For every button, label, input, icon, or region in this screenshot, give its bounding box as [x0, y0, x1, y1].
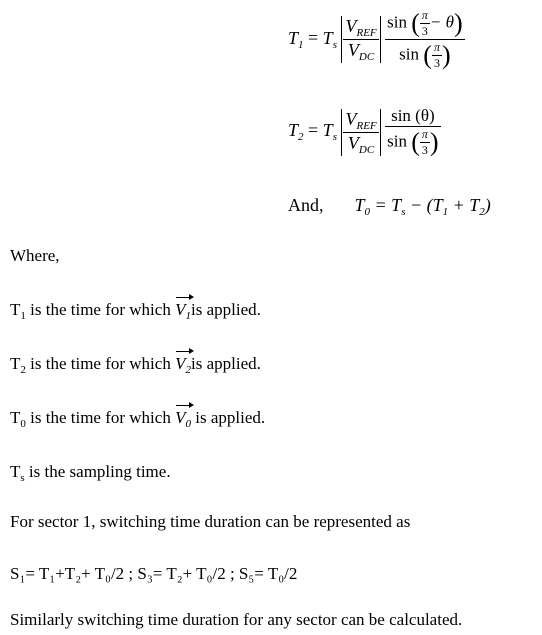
where-label: Where,	[10, 246, 60, 265]
and-label: And,	[288, 195, 324, 215]
t1-voltage-ratio: $\frac{V_{REF}}{V_{DC}}$	[341, 16, 380, 63]
equation-t1	[288, 8, 465, 71]
v2-vector-icon: $V_2$	[175, 354, 191, 376]
v1-vector-icon: $V_1$	[175, 300, 191, 322]
sector-sentence: For sector 1, switching time duration can be represented as	[10, 512, 411, 531]
t1-sine-fraction: sin ( $\frac{\pi}{3}$ − θ) sin ( $\frac{\pi}{3}$ )	[387, 8, 463, 70]
t2-voltage-ratio: $\frac{V_{REF}}{V_{DC}}$	[341, 109, 380, 156]
t1-lhs: $T_1$	[288, 27, 304, 51]
t2-equals: =	[308, 120, 319, 141]
t1-equals: =	[308, 27, 319, 48]
t1-ts: $T_s$	[322, 27, 337, 51]
equation-t0	[288, 195, 491, 218]
t2-ts: $T_s$	[322, 120, 337, 144]
switching-equations: S₁= T₁+T₂+ T₀/2 ; S₃= T₂+ T₀/2 ; S₅= T₀/2	[10, 564, 298, 583]
t0-description: $T_0$ is the time for which $V_0$ is applied.	[10, 408, 266, 430]
ts-description: $T_s$ is the sampling time.	[10, 462, 171, 484]
equation-t2	[288, 106, 441, 158]
t2-lhs: $T_2$	[288, 120, 304, 144]
similar-sentence: Similarly switching time duration for any sector can be calculated.	[10, 610, 463, 629]
t2-description: $T_2$ is the time for which $V_2is$ applied.	[10, 354, 261, 376]
t1-description: $T_1$ is the time for which $V_1is$ applied.	[10, 300, 261, 322]
t0-expression: $T_0 = T_s - (T_1 + T_2)$	[354, 195, 491, 218]
t2-sine-fraction: sin (θ) sin ( $\frac{\pi}{3}$ )	[387, 106, 439, 157]
v0-vector-icon: $V_0$	[175, 408, 191, 430]
